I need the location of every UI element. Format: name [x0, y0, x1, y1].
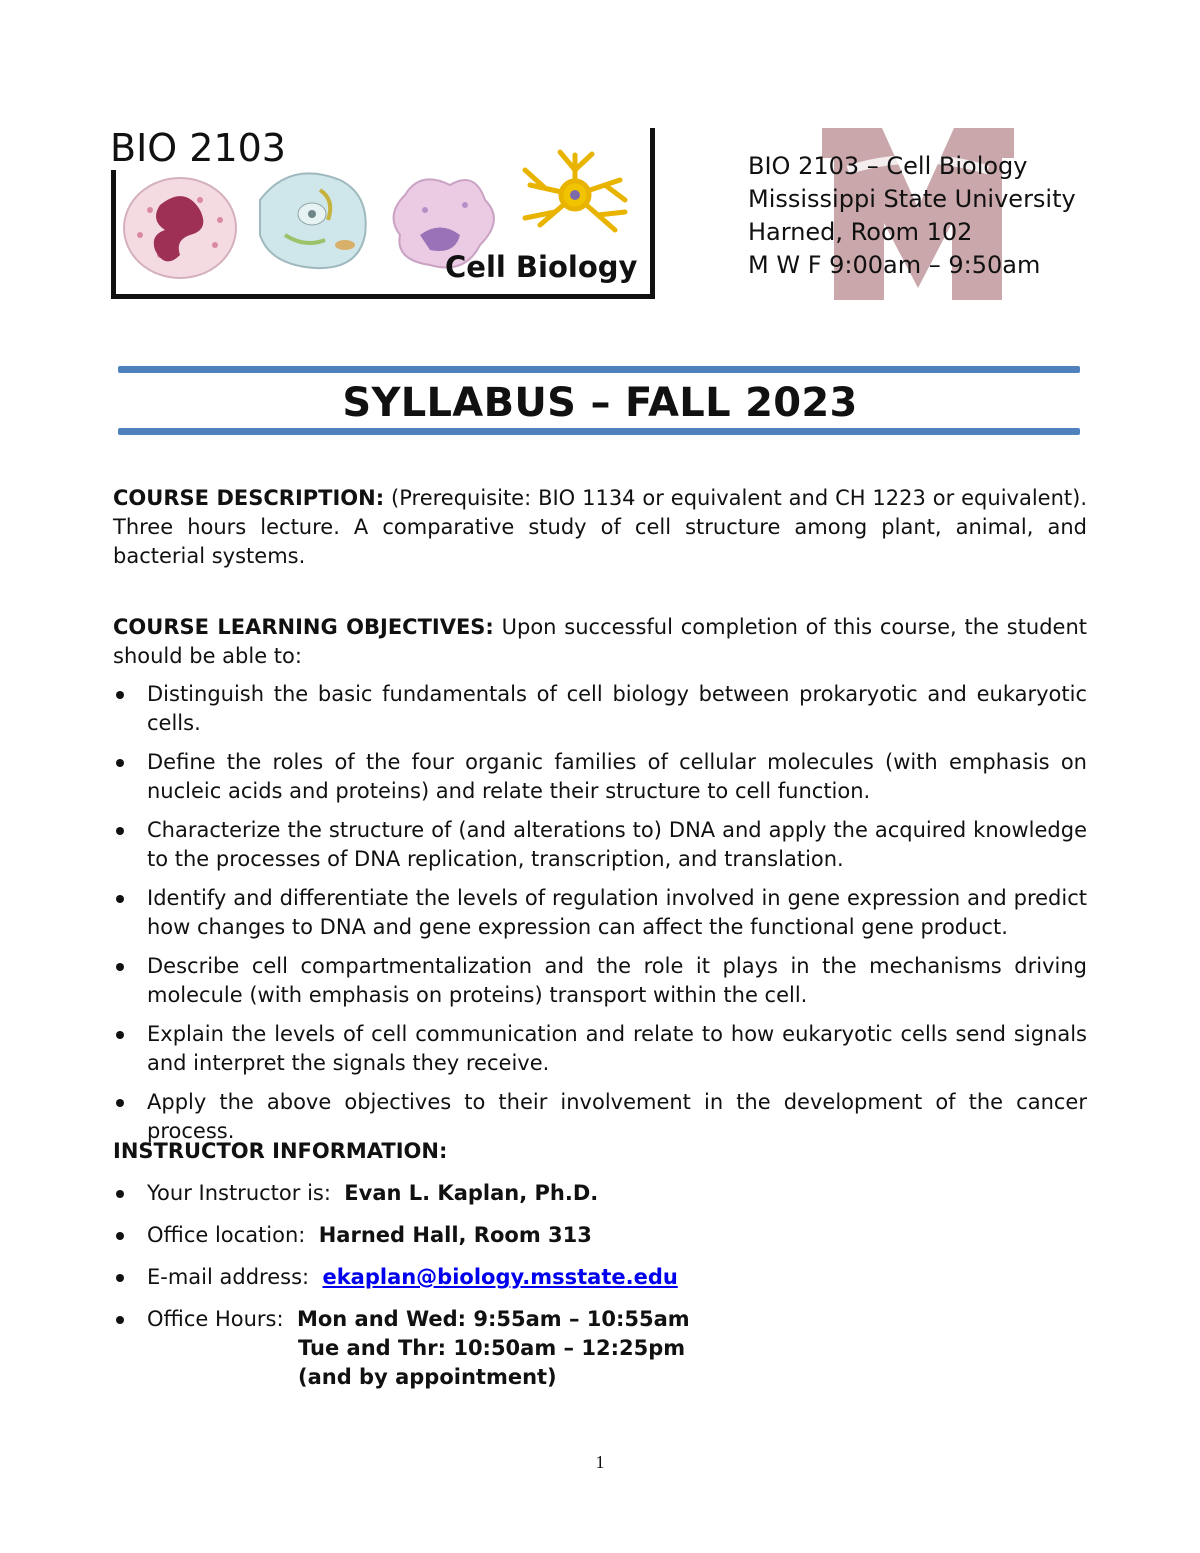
office-hours-line: Tue and Thr: 10:50am – 12:25pm [298, 1336, 686, 1360]
office-location-label: Office location: [147, 1223, 306, 1247]
bullet-icon [116, 1316, 124, 1324]
office-hours-line: Mon and Wed: 9:55am – 10:55am [296, 1307, 690, 1331]
course-info-room: Harned, Room 102 [748, 218, 973, 246]
course-description [113, 484, 1087, 571]
office-hours-label: Office Hours: [147, 1307, 284, 1331]
banner-course-title: Cell Biology [445, 250, 638, 284]
course-description-text: (Prerequisite: BIO 1134 or equivalent and CH 1223 or equivalent). Three hours lecture. A comparative study of cell structure among plant, animal, and bacterial systems. [113, 486, 1087, 568]
page-title: SYLLABUS – FALL 2023 [342, 380, 858, 426]
list-item [113, 1020, 1087, 1078]
office-hours-item [113, 1305, 1087, 1392]
objectives-label: COURSE LEARNING OBJECTIVES: [113, 615, 494, 639]
page-number: 1 [595, 1452, 605, 1472]
list-item-text: Explain the levels of cell communication and relate to how eukaryotic cells send signals and interpret the signals they receive. [147, 1022, 1087, 1075]
list-item-text: Describe cell compartmentalization and the role it plays in the mechanisms driving molecule (with emphasis on proteins) transport within the cell. [147, 954, 1087, 1007]
email-link[interactable]: ekaplan@biology.msstate.edu [322, 1265, 678, 1289]
course-description-label: COURSE DESCRIPTION: [113, 486, 385, 510]
office-location-value: Harned Hall, Room 313 [318, 1223, 592, 1247]
objectives-intro-text: Upon successful completion of this course, the student should be able to: [113, 615, 1087, 668]
list-item [113, 884, 1087, 942]
list-item [113, 816, 1087, 874]
banner-course-code: BIO 2103 [110, 126, 292, 170]
email-label: E-mail address: [147, 1265, 310, 1289]
list-item-text: Apply the above objectives to their involvement in the development of the cancer process. [147, 1090, 1087, 1143]
email-item [113, 1263, 1087, 1292]
course-info-name: BIO 2103 – Cell Biology [748, 152, 1028, 180]
list-item [113, 748, 1087, 806]
list-item [113, 680, 1087, 738]
bullet-icon [116, 827, 124, 835]
list-item-text: Identify and differentiate the levels of regulation involved in gene expression and predict how changes to DNA and gene expression can affect the functional gene product. [147, 886, 1087, 939]
list-item-text: Define the roles of the four organic families of cellular molecules (with emphasis on nucleic acids and proteins) and relate their structure to cell function. [147, 750, 1087, 803]
office-location-item [113, 1221, 1087, 1250]
title-bottom-rule [118, 428, 1080, 435]
instructor-label: INSTRUCTOR INFORMATION: [113, 1139, 448, 1163]
list-item-text: Distinguish the basic fundamentals of cell biology between prokaryotic and eukaryotic cells. [147, 682, 1087, 735]
objectives-intro [113, 613, 1087, 671]
neuron-cell-image [525, 152, 625, 230]
bullet-icon [116, 759, 124, 767]
instructor-list [113, 1179, 1087, 1402]
office-hours-line: (and by appointment) [298, 1365, 557, 1389]
bullet-icon [116, 1190, 124, 1198]
bullet-icon [116, 691, 124, 699]
course-info-block [748, 150, 1076, 282]
course-info-university: Mississippi State University [748, 185, 1076, 213]
instructor-heading [113, 1137, 1087, 1166]
bullet-icon [116, 895, 124, 903]
objectives-list [113, 680, 1087, 1156]
title-top-rule [118, 366, 1080, 373]
eukaryotic-cell-image [260, 173, 366, 268]
instructor-name-label: Your Instructor is: [147, 1181, 331, 1205]
neutrophil-cell-image [124, 178, 236, 278]
bullet-icon [116, 1031, 124, 1039]
bullet-icon [116, 1274, 124, 1282]
list-item [113, 952, 1087, 1010]
bullet-icon [116, 1232, 124, 1240]
bullet-icon [116, 1099, 124, 1107]
course-info-schedule: M W F 9:00am – 9:50am [748, 251, 1041, 279]
list-item-text: Characterize the structure of (and alterations to) DNA and apply the acquired knowledge to the processes of DNA replication, transcription, and translation. [147, 818, 1087, 871]
instructor-name-item [113, 1179, 1087, 1208]
instructor-name-value: Evan L. Kaplan, Ph.D. [344, 1181, 599, 1205]
bullet-icon [116, 963, 124, 971]
